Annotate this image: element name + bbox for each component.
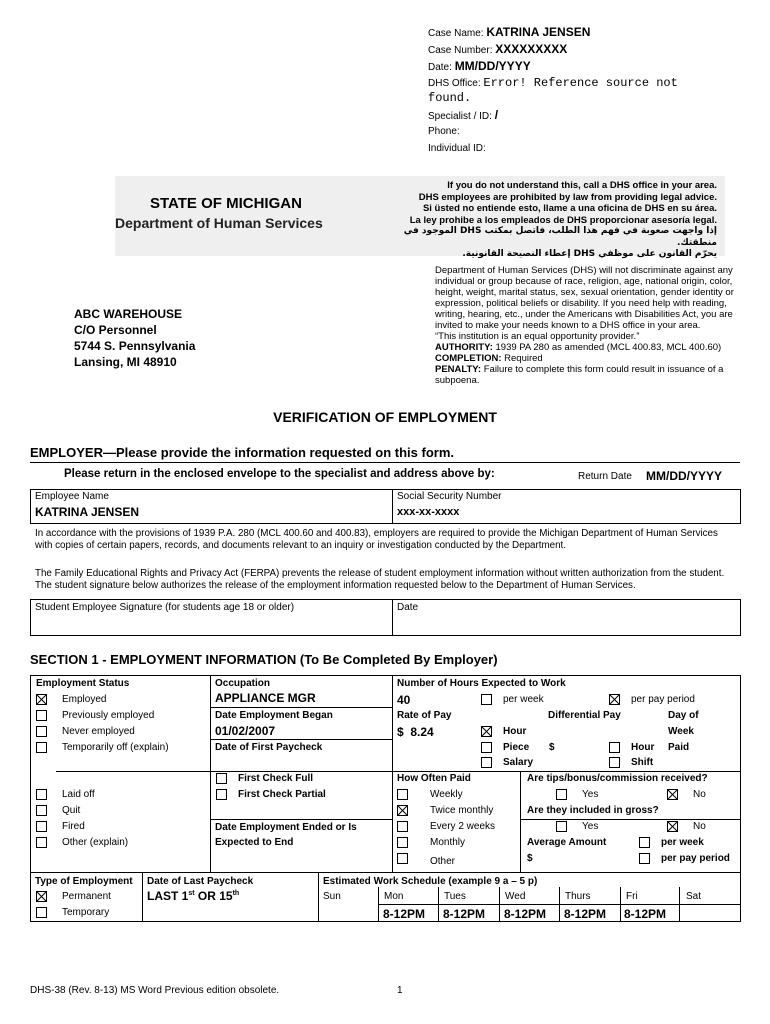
- notice-line-2: DHS employees are prohibited by law from providing legal advice.: [418, 191, 717, 203]
- hours-value[interactable]: 40: [397, 693, 411, 707]
- rate-value-row[interactable]: [397, 725, 434, 739]
- quit-label: Quit: [62, 805, 81, 816]
- day-mon: Mon: [384, 891, 404, 902]
- last-paycheck-sup-2: th: [232, 890, 240, 897]
- temporarily-off-checkbox[interactable]: [36, 742, 47, 753]
- day-sun: Sun: [323, 891, 341, 902]
- divider: [620, 887, 621, 922]
- specialist-label: Specialist / ID:: [428, 111, 492, 122]
- authority-line: [435, 342, 735, 353]
- other-frequency-label: Other: [430, 856, 456, 867]
- date-began-label: Date Employment Began: [215, 710, 333, 721]
- notice-line-1: If you do not understand this, call a DHS office in your area.: [447, 180, 717, 191]
- hours-label: Number of Hours Expected to Work: [397, 678, 566, 689]
- hour-label: Hour: [503, 726, 527, 737]
- rate-value: 8.24: [410, 725, 434, 739]
- notice-arabic-2: يحرّم القانون على موظفي DHS إعطاء النصيحة القانونية.: [462, 249, 717, 259]
- tips-question: Are tips/bonus/commission received?: [527, 773, 708, 784]
- employment-status-label: Employment Status: [36, 678, 130, 689]
- authority-label: AUTHORITY:: [435, 342, 493, 353]
- first-paycheck-label: Date of First Paycheck: [215, 742, 323, 753]
- ferpa-paragraph: The Family Educational Rights and Privacy Act (FERPA) prevents the release of student employment information without written authorization from the student. The student signature below authorizes the release of the employment information requested below to the Department of Human Services.: [35, 568, 725, 591]
- monthly-checkbox[interactable]: [397, 837, 408, 848]
- divider: [56, 771, 741, 772]
- case-date-value[interactable]: MM/DD/YYYY: [454, 59, 531, 73]
- permanent-label: Permanent: [62, 891, 111, 902]
- employee-name-label: Employee Name: [35, 491, 109, 502]
- provisions-paragraph: In accordance with the provisions of 1939 P.A. 280 (MCL 400.60 and 400.83), employers are required to provide the Michigan Department of Human Services with copies of certain papers, records, and documents relevant to an inquiry or investigation conducted by the Department.: [35, 528, 718, 551]
- page-number: 1: [397, 985, 403, 996]
- last-paycheck-label: Date of Last Paycheck: [147, 876, 254, 887]
- address-line-1: ABC WAREHOUSE: [74, 307, 183, 321]
- avg-per-pay-checkbox[interactable]: [639, 853, 650, 864]
- return-date-text: MM/DD/YYYY: [646, 469, 723, 483]
- return-instructions: Please return in the enclosed envelope to the specialist and address above by:: [64, 468, 495, 480]
- employee-name-value[interactable]: KATRINA JENSEN: [35, 505, 140, 519]
- policy-block: [435, 265, 735, 386]
- week-label: Week: [668, 726, 694, 737]
- date-ended-label: Date Employment Ended or Is: [215, 822, 357, 833]
- last-paycheck-text-b: OR 15: [194, 889, 233, 903]
- twice-monthly-label: Twice monthly: [430, 805, 494, 816]
- laid-off-checkbox[interactable]: [36, 789, 47, 800]
- dhs-office-row: [428, 76, 678, 90]
- gross-yes-checkbox[interactable]: [556, 821, 567, 832]
- specialist-value[interactable]: /: [494, 108, 499, 122]
- occupation-label: Occupation: [215, 678, 271, 689]
- diff-shift-checkbox[interactable]: [609, 757, 620, 768]
- per-pay-period-label: per pay period: [631, 694, 695, 705]
- diff-hour-checkbox[interactable]: [609, 742, 620, 753]
- tips-no-label: No: [693, 789, 706, 800]
- first-check-full-checkbox[interactable]: [216, 773, 227, 784]
- state-title: STATE OF MICHIGAN: [150, 195, 302, 212]
- differential-currency[interactable]: $: [549, 742, 555, 753]
- policy-quote: “This institution is an equal opportunity provider.”: [435, 331, 640, 342]
- previously-employed-checkbox[interactable]: [36, 710, 47, 721]
- other-explain-label: Other (explain): [62, 837, 129, 848]
- other-explain-checkbox[interactable]: [36, 837, 47, 848]
- completion-text: Required: [504, 353, 543, 364]
- last-paycheck-text-a: LAST 1: [147, 889, 189, 903]
- notice-arabic-1: إذا واجهت صعوبة في فهم هذا الطلب، فاتصل بمكتب DHS الموجود في منطقتك.: [403, 226, 717, 248]
- form-title: VERIFICATION OF EMPLOYMENT: [273, 409, 497, 425]
- divider: [142, 872, 143, 922]
- signature-date-label: Date: [397, 602, 419, 613]
- salary-checkbox[interactable]: [481, 757, 492, 768]
- divider: [210, 675, 211, 872]
- employer-heading: EMPLOYER—Please provide the information requested on this form.: [30, 445, 455, 460]
- gross-no-checkbox[interactable]: [667, 821, 678, 832]
- form-id: DHS-38 (Rev. 8-13) MS Word Previous edition obsolete.: [30, 985, 280, 996]
- notice-line-3: Si üsted no entiende esto, llame a una oficina de DHS en su área.: [422, 203, 717, 214]
- day-fri: Fri: [626, 891, 638, 902]
- first-check-full-label: First Check Full: [238, 773, 314, 784]
- divider: [392, 489, 393, 524]
- diff-shift-label: Shift: [631, 757, 654, 768]
- phone-label: Phone:: [428, 126, 460, 137]
- tips-yes-label: Yes: [582, 789, 599, 800]
- tips-yes-checkbox[interactable]: [556, 789, 567, 800]
- address-line-3: 5744 S. Pennsylvania: [74, 339, 196, 353]
- day-wed: Wed: [505, 891, 526, 902]
- department-title: Department of Human Services: [115, 215, 323, 231]
- specialist-row: [428, 108, 498, 122]
- occupation-value[interactable]: APPLIANCE MGR: [215, 691, 316, 705]
- divider: [559, 887, 560, 922]
- paid-label: Paid: [668, 742, 690, 753]
- dhs-office-label: DHS Office:: [428, 78, 481, 89]
- quit-checkbox[interactable]: [36, 805, 47, 816]
- diff-hour-label: Hour: [631, 742, 655, 753]
- day-of-label: Day of: [668, 710, 699, 721]
- hours-fri[interactable]: 8-12PM: [624, 907, 667, 921]
- per-week-label: per week: [503, 694, 544, 705]
- divider: [520, 819, 741, 820]
- case-number-row: [428, 42, 567, 56]
- piece-label: Piece: [503, 742, 530, 753]
- tips-no-checkbox[interactable]: [667, 789, 678, 800]
- divider: [392, 599, 393, 636]
- avg-per-pay-label: per pay period: [661, 853, 730, 864]
- day-thurs: Thurs: [565, 891, 591, 902]
- rate-currency: $: [397, 725, 404, 739]
- divider: [392, 675, 393, 872]
- ssn-value[interactable]: xxx-xx-xxxx: [397, 506, 460, 518]
- rate-label: Rate of Pay: [397, 710, 452, 721]
- hour-checkbox[interactable]: [481, 726, 492, 737]
- every-2-weeks-label: Every 2 weeks: [430, 821, 496, 832]
- case-date-label: Date:: [428, 62, 452, 73]
- section1-title: SECTION 1 - EMPLOYMENT INFORMATION (To Be Completed By Employer): [30, 652, 498, 667]
- temporary-checkbox[interactable]: [36, 907, 47, 918]
- previously-employed-label: Previously employed: [62, 710, 155, 721]
- divider: [318, 872, 319, 922]
- employed-checkbox[interactable]: [36, 694, 47, 705]
- gross-yes-label: Yes: [582, 821, 599, 832]
- divider: [520, 771, 521, 872]
- first-check-partial-label: First Check Partial: [238, 789, 326, 800]
- completion-label: COMPLETION:: [435, 353, 502, 364]
- salary-label: Salary: [503, 757, 534, 768]
- type-employment-label: Type of Employment: [35, 876, 133, 887]
- date-ended-label-cont: Expected to End: [215, 837, 294, 848]
- divider: [438, 887, 439, 922]
- divider: [30, 872, 741, 873]
- penalty-label: PENALTY:: [435, 364, 482, 375]
- first-check-partial-checkbox[interactable]: [216, 789, 227, 800]
- weekly-checkbox[interactable]: [397, 789, 408, 800]
- case-number-value[interactable]: XXXXXXXXX: [495, 42, 568, 56]
- temporarily-off-label: Temporarily off (explain): [62, 742, 169, 753]
- per-pay-period-checkbox[interactable]: [609, 694, 620, 705]
- return-date-label: Return Date: [578, 471, 632, 482]
- penalty-line: [435, 364, 735, 386]
- hours-wed[interactable]: 8-12PM: [504, 907, 547, 921]
- fired-label: Fired: [62, 821, 85, 832]
- day-tues: Tues: [444, 891, 466, 902]
- day-sat: Sat: [686, 891, 702, 902]
- divider: [210, 739, 392, 740]
- policy-text: Department of Human Services (DHS) will not discriminate against any individual or group because of race, religion, age, national origin, color, height, weight, marital status, sex, sexual orientation, gender identity or expression, political beliefs or disability. If you need help with reading, writing, hearing, etc., under the Americans with Disabilities Act, you are invited to make your needs known to a DHS office in your area.: [435, 265, 734, 331]
- never-employed-checkbox[interactable]: [36, 726, 47, 737]
- return-date-value[interactable]: [646, 469, 722, 483]
- average-currency[interactable]: $: [527, 853, 533, 864]
- case-name-value[interactable]: KATRINA JENSEN: [486, 25, 591, 39]
- address-line-4: Lansing, MI 48910: [74, 355, 177, 369]
- address-line-2: C/O Personnel: [74, 323, 157, 337]
- fired-checkbox[interactable]: [36, 821, 47, 832]
- case-name-row: [428, 25, 590, 39]
- divider: [499, 887, 500, 922]
- case-number-label: Case Number:: [428, 45, 493, 56]
- hours-tues[interactable]: 8-12PM: [443, 907, 486, 921]
- gross-question: Are they included in gross?: [527, 805, 659, 816]
- twice-monthly-checkbox[interactable]: [397, 805, 408, 816]
- hours-thurs[interactable]: 8-12PM: [564, 907, 607, 921]
- schedule-label: Estimated Work Schedule (example 9 a – 5 p): [323, 876, 538, 887]
- avg-per-week-checkbox[interactable]: [639, 837, 650, 848]
- date-began-value[interactable]: 01/02/2007: [215, 724, 276, 738]
- notice-line-4: La ley prohibe a los empleados de DHS proporcionar asesoría legal.: [409, 214, 717, 226]
- divider: [679, 887, 680, 922]
- laid-off-label: Laid off: [62, 789, 95, 800]
- student-signature-label: Student Employee Signature (for students age 18 or older): [35, 602, 295, 613]
- every-2-weeks-checkbox[interactable]: [397, 821, 408, 832]
- per-week-checkbox[interactable]: [481, 694, 492, 705]
- employed-label: Employed: [62, 694, 107, 705]
- last-paycheck-sup-1: st: [188, 890, 195, 897]
- divider: [210, 819, 392, 820]
- never-employed-label: Never employed: [62, 726, 135, 737]
- permanent-checkbox[interactable]: [36, 891, 47, 902]
- gross-no-label: No: [693, 821, 706, 832]
- divider: [378, 887, 379, 922]
- dhs-office-value-cont: found.: [428, 91, 472, 105]
- differential-pay-label: Differential Pay: [548, 710, 621, 721]
- monthly-label: Monthly: [430, 837, 466, 848]
- authority-text: 1939 PA 280 as amended (MCL 400.83, MCL 400.60): [495, 342, 722, 353]
- average-amount-label: Average Amount: [527, 837, 607, 848]
- avg-per-week-label: per week: [661, 837, 704, 848]
- divider: [210, 707, 392, 708]
- piece-checkbox[interactable]: [481, 742, 492, 753]
- individual-id-label: Individual ID:: [428, 143, 486, 154]
- employer-address: [74, 306, 195, 370]
- dhs-office-value[interactable]: Error! Reference source not: [483, 76, 678, 90]
- how-often-paid-label: How Often Paid: [397, 773, 471, 784]
- ssn-label: Social Security Number: [397, 491, 502, 502]
- temporary-label: Temporary: [62, 907, 110, 918]
- case-name-label: Case Name:: [428, 28, 484, 39]
- hours-mon[interactable]: 8-12PM: [383, 907, 426, 921]
- weekly-label: Weekly: [430, 789, 463, 800]
- case-date-row: [428, 59, 531, 73]
- other-frequency-checkbox[interactable]: [397, 853, 408, 864]
- penalty-text: Failure to complete this form could result in issuance of a subpoena.: [435, 364, 724, 386]
- completion-line: [435, 353, 735, 364]
- divider: [30, 462, 740, 463]
- last-paycheck-value[interactable]: [147, 889, 239, 903]
- language-notice: [387, 180, 717, 261]
